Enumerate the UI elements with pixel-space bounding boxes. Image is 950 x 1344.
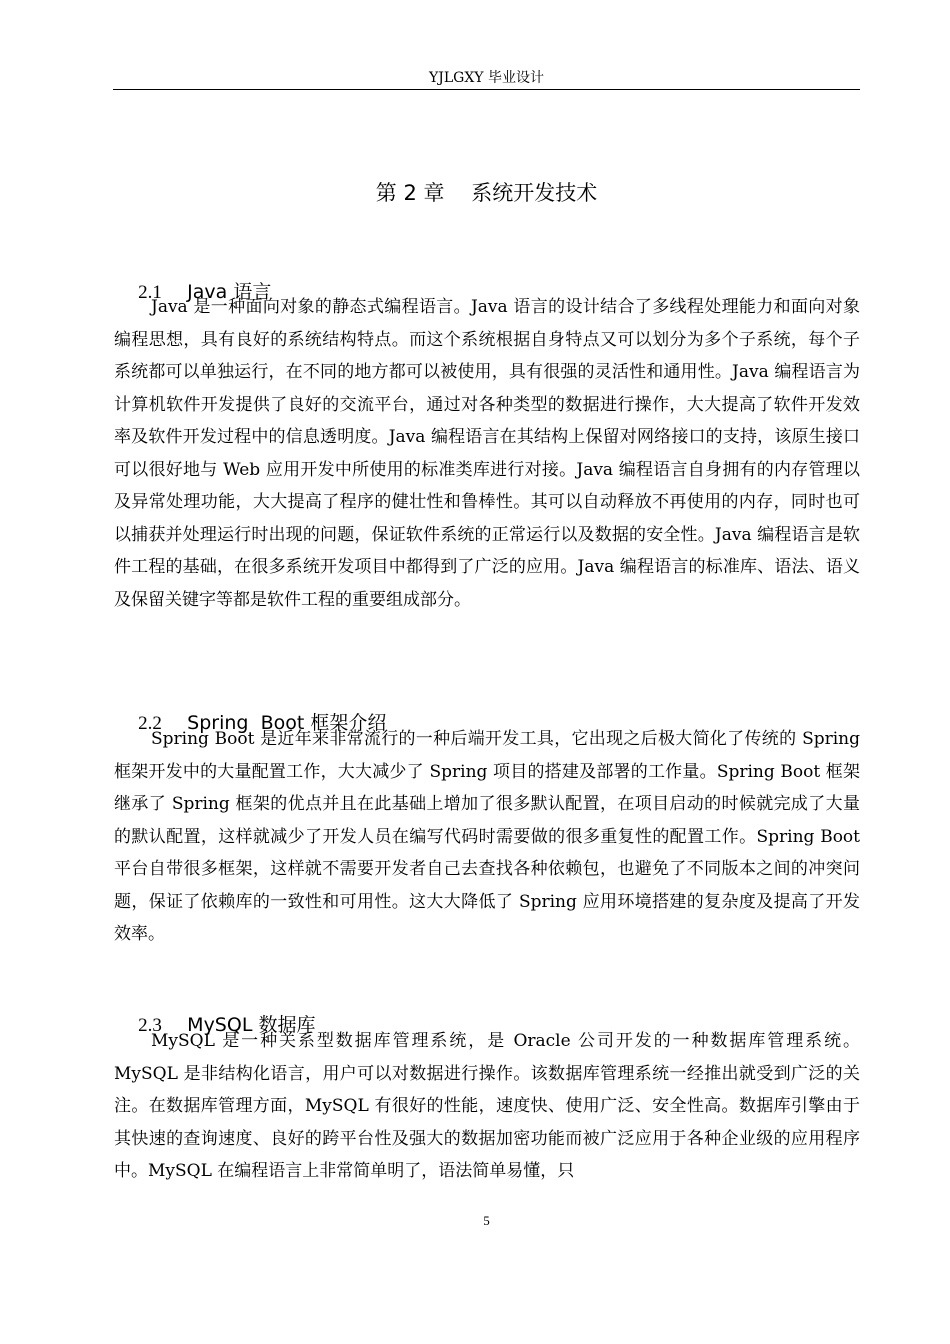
section-paragraph-2-2: Spring Boot 是近年来非常流行的一种后端开发工具，它出现之后极大简化了传统的 Spring 框架开发中的大量配置工作，大大减少了 Spring 项目的搭建及部署的工作量。Spring Boot 框架继承了 Spring 框架的优点并且在此基础上增加了很多默认配置，在项目启动的时候就完成了大量的默认配置，这样就减少了开发人员在编写代码时需要做的很多重复性的配置工作。Spring Boot 平台自带很多框架，这样就不需要开发者自己去查找各种依赖包，也避免了不同版本之间的冲突问题，保证了依赖库的一致性和可用性。这大大降低了 Spring 应用环境搭建的复杂度及提高了开发效率。 — [114, 729, 860, 944]
section-paragraph-2-1: Java 是一种面向对象的静态式编程语言。Java 语言的设计结合了多线程处理能力和面向对象编程思想，具有良好的系统结构特点。而这个系统根据自身特点又可以划分为多个子系统，每个子系统都可以单独运行，在不同的地方都可以被使用，具有很强的灵活性和通用性。Java 编程语言为计算机软件开发提供了良好的交流平台，通过对各种类型的数据进行操作，大大提高了软件开发效率及软件开发过程中的信息透明度。Java 编程语言在其结构上保留对网络接口的支持，该原生接口可以很好地与 Web 应用开发中所使用的标准类库进行对接。Java 编程语言自身拥有的内存管理以及异常处理功能，大大提高了程序的健壮性和鲁棒性。其可以自动释放不再使用的内存，同时也可以捕获并处理运行时出现的问题，保证软件系统的正常运行以及数据的安全性。Java 编程语言是软件工程的基础，在很多系统开发项目中都得到了广泛的应用。Java 编程语言的标准库、语法、语义及保留关键字等都是软件工程的重要组成部分。 — [114, 297, 860, 610]
header-rule — [113, 89, 860, 90]
section-number: 2.1 — [138, 282, 162, 303]
page-number: 5 — [483, 1213, 490, 1228]
running-header: YJLGXY 毕业设计 — [429, 70, 544, 86]
section-title: MySQL 数据库 — [187, 1014, 316, 1036]
chapter-title: 第 2 章 系统开发技术 — [375, 181, 598, 205]
section-title: Spring Boot 框架介绍 — [187, 712, 387, 734]
section-paragraph-2-3: MySQL 是一种关系型数据库管理系统，是 Oracle 公司开发的一种数据库管理系统。MySQL 是非结构化语言，用户可以对数据进行操作。该数据库管理系统一经推出就受到广泛的关注。在数据库管理方面，MySQL 有很好的性能，速度快、使用广泛、安全性高。数据库引擎由于其快速的查询速度、良好的跨平台性及强大的数据加密功能而被广泛应用于各种企业级的应用程序中。MySQL 在编程语言上非常简单明了，语法简单易懂，只 — [114, 1031, 860, 1181]
section-title: Java 语言 — [187, 281, 272, 303]
section-number: 2.3 — [138, 1015, 162, 1036]
section-number: 2.2 — [138, 713, 162, 734]
